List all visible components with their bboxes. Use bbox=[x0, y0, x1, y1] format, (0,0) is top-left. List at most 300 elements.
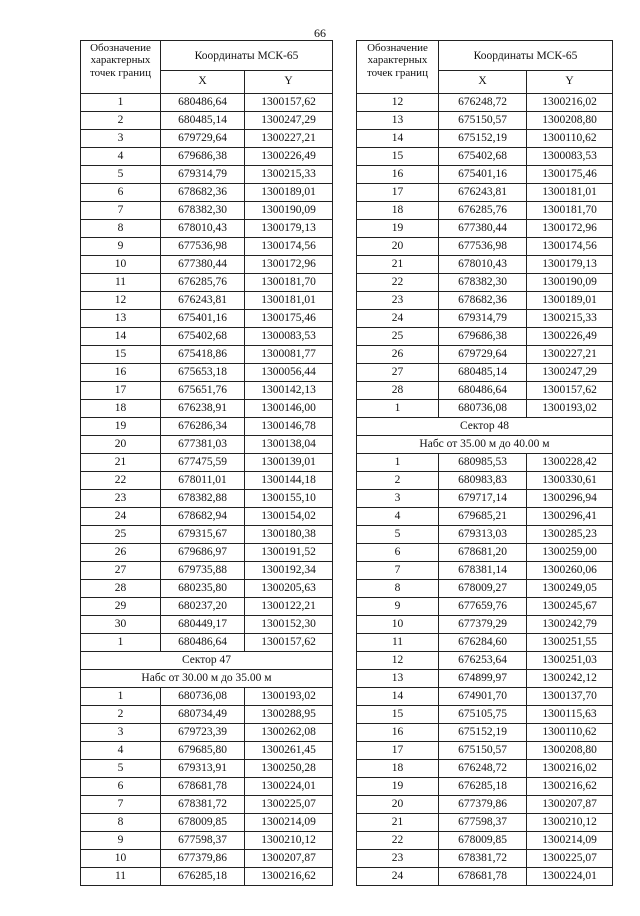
table-row bbox=[357, 742, 613, 760]
point-number: 21 bbox=[81, 454, 161, 472]
x-coordinate: 676253,64 bbox=[439, 652, 527, 670]
y-coordinate: 1300215,33 bbox=[245, 166, 333, 184]
point-number: 5 bbox=[81, 166, 161, 184]
point-number: 25 bbox=[81, 526, 161, 544]
y-coordinate: 1300181,01 bbox=[245, 292, 333, 310]
table-row bbox=[357, 652, 613, 670]
x-coordinate: 680736,08 bbox=[439, 400, 527, 418]
x-coordinate: 680237,20 bbox=[161, 598, 245, 616]
point-number: 30 bbox=[81, 616, 161, 634]
table-row bbox=[81, 526, 333, 544]
x-coordinate: 678381,14 bbox=[439, 562, 527, 580]
x-coordinate: 680985,53 bbox=[439, 454, 527, 472]
y-coordinate: 1300207,87 bbox=[245, 850, 333, 868]
x-coordinate: 677598,37 bbox=[161, 832, 245, 850]
table-row bbox=[357, 616, 613, 634]
point-number: 22 bbox=[357, 274, 439, 292]
y-coordinate: 1300214,09 bbox=[245, 814, 333, 832]
y-coordinate: 1300247,29 bbox=[245, 112, 333, 130]
x-coordinate: 678382,30 bbox=[161, 202, 245, 220]
table-row bbox=[81, 220, 333, 238]
point-number: 28 bbox=[81, 580, 161, 598]
header-coordinates: Координаты МСК-65 bbox=[439, 41, 613, 71]
y-coordinate: 1300227,21 bbox=[245, 130, 333, 148]
point-number: 12 bbox=[357, 652, 439, 670]
table-row bbox=[81, 688, 333, 706]
y-coordinate: 1300181,70 bbox=[527, 202, 613, 220]
point-number: 19 bbox=[81, 418, 161, 436]
table-row bbox=[81, 850, 333, 868]
y-coordinate: 1300110,62 bbox=[527, 130, 613, 148]
y-coordinate: 1300250,28 bbox=[245, 760, 333, 778]
section-label: Набс от 35.00 м до 40.00 м bbox=[357, 436, 613, 454]
x-coordinate: 675653,18 bbox=[161, 364, 245, 382]
y-coordinate: 1300172,96 bbox=[245, 256, 333, 274]
x-coordinate: 676285,76 bbox=[439, 202, 527, 220]
table-row bbox=[81, 310, 333, 328]
x-coordinate: 677475,59 bbox=[161, 454, 245, 472]
table-row bbox=[357, 832, 613, 850]
y-coordinate: 1300157,62 bbox=[245, 634, 333, 652]
y-coordinate: 1300155,10 bbox=[245, 490, 333, 508]
x-coordinate: 677380,44 bbox=[439, 220, 527, 238]
table-row bbox=[81, 346, 333, 364]
point-number: 28 bbox=[357, 382, 439, 400]
x-coordinate: 680983,83 bbox=[439, 472, 527, 490]
point-number: 1 bbox=[357, 454, 439, 472]
x-coordinate: 679685,21 bbox=[439, 508, 527, 526]
y-coordinate: 1300296,94 bbox=[527, 490, 613, 508]
y-coordinate: 1300152,30 bbox=[245, 616, 333, 634]
table-row bbox=[357, 760, 613, 778]
table-row bbox=[81, 94, 333, 112]
y-coordinate: 1300083,53 bbox=[245, 328, 333, 346]
point-number: 20 bbox=[357, 796, 439, 814]
y-coordinate: 1300146,00 bbox=[245, 400, 333, 418]
header-y: Y bbox=[527, 71, 613, 94]
x-coordinate: 679735,88 bbox=[161, 562, 245, 580]
table-row bbox=[81, 418, 333, 436]
table-row bbox=[81, 742, 333, 760]
point-number: 14 bbox=[357, 688, 439, 706]
table-row bbox=[81, 760, 333, 778]
x-coordinate: 680734,49 bbox=[161, 706, 245, 724]
section-row bbox=[357, 436, 613, 454]
header-point-designation: Обозначение характерных точек границ bbox=[81, 41, 161, 94]
y-coordinate: 1300179,13 bbox=[245, 220, 333, 238]
y-coordinate: 1300175,46 bbox=[527, 166, 613, 184]
y-coordinate: 1300181,70 bbox=[245, 274, 333, 292]
y-coordinate: 1300189,01 bbox=[527, 292, 613, 310]
table-row bbox=[81, 148, 333, 166]
x-coordinate: 676238,91 bbox=[161, 400, 245, 418]
table-row bbox=[81, 274, 333, 292]
section-row bbox=[81, 670, 333, 688]
point-number: 19 bbox=[357, 220, 439, 238]
table-row bbox=[81, 292, 333, 310]
y-coordinate: 1300261,45 bbox=[245, 742, 333, 760]
table-row bbox=[81, 490, 333, 508]
table-row bbox=[81, 472, 333, 490]
point-number: 4 bbox=[357, 508, 439, 526]
point-number: 16 bbox=[357, 724, 439, 742]
x-coordinate: 677379,29 bbox=[439, 616, 527, 634]
y-coordinate: 1300225,07 bbox=[245, 796, 333, 814]
table-row bbox=[357, 220, 613, 238]
point-number: 12 bbox=[81, 292, 161, 310]
point-number: 13 bbox=[357, 112, 439, 130]
x-coordinate: 677379,86 bbox=[439, 796, 527, 814]
point-number: 19 bbox=[357, 778, 439, 796]
y-coordinate: 1300193,02 bbox=[245, 688, 333, 706]
point-number: 26 bbox=[81, 544, 161, 562]
y-coordinate: 1300189,01 bbox=[245, 184, 333, 202]
x-coordinate: 680449,17 bbox=[161, 616, 245, 634]
table-row bbox=[357, 598, 613, 616]
point-number: 3 bbox=[357, 490, 439, 508]
point-number: 27 bbox=[357, 364, 439, 382]
x-coordinate: 675150,57 bbox=[439, 742, 527, 760]
x-coordinate: 680486,64 bbox=[439, 382, 527, 400]
table-row bbox=[357, 346, 613, 364]
point-number: 7 bbox=[81, 796, 161, 814]
x-coordinate: 677536,98 bbox=[439, 238, 527, 256]
point-number: 14 bbox=[81, 328, 161, 346]
y-coordinate: 1300056,44 bbox=[245, 364, 333, 382]
y-coordinate: 1300228,42 bbox=[527, 454, 613, 472]
y-coordinate: 1300262,08 bbox=[245, 724, 333, 742]
x-coordinate: 679685,80 bbox=[161, 742, 245, 760]
point-number: 1 bbox=[357, 400, 439, 418]
y-coordinate: 1300138,04 bbox=[245, 436, 333, 454]
x-coordinate: 680486,64 bbox=[161, 634, 245, 652]
table-row bbox=[357, 310, 613, 328]
y-coordinate: 1300083,53 bbox=[527, 148, 613, 166]
table-row bbox=[81, 562, 333, 580]
y-coordinate: 1300157,62 bbox=[245, 94, 333, 112]
x-coordinate: 677536,98 bbox=[161, 238, 245, 256]
point-number: 26 bbox=[357, 346, 439, 364]
y-coordinate: 1300216,62 bbox=[527, 778, 613, 796]
y-coordinate: 1300259,00 bbox=[527, 544, 613, 562]
x-coordinate: 676284,60 bbox=[439, 634, 527, 652]
table-row bbox=[357, 796, 613, 814]
x-coordinate: 679717,14 bbox=[439, 490, 527, 508]
point-number: 27 bbox=[81, 562, 161, 580]
table-row bbox=[81, 202, 333, 220]
y-coordinate: 1300216,62 bbox=[245, 868, 333, 886]
x-coordinate: 679686,97 bbox=[161, 544, 245, 562]
y-coordinate: 1300181,01 bbox=[527, 184, 613, 202]
x-coordinate: 676248,72 bbox=[439, 760, 527, 778]
x-coordinate: 678682,36 bbox=[161, 184, 245, 202]
table-row bbox=[81, 184, 333, 202]
table-row bbox=[357, 580, 613, 598]
point-number: 16 bbox=[81, 364, 161, 382]
point-number: 10 bbox=[357, 616, 439, 634]
y-coordinate: 1300174,56 bbox=[245, 238, 333, 256]
point-number: 15 bbox=[357, 148, 439, 166]
table-row bbox=[357, 238, 613, 256]
section-label: Сектор 47 bbox=[81, 652, 333, 670]
header-x: X bbox=[161, 71, 245, 94]
point-number: 25 bbox=[357, 328, 439, 346]
point-number: 9 bbox=[81, 832, 161, 850]
x-coordinate: 675152,19 bbox=[439, 130, 527, 148]
point-number: 10 bbox=[81, 256, 161, 274]
y-coordinate: 1300208,80 bbox=[527, 742, 613, 760]
x-coordinate: 678381,72 bbox=[161, 796, 245, 814]
section-row bbox=[81, 652, 333, 670]
point-number: 3 bbox=[81, 724, 161, 742]
x-coordinate: 679723,39 bbox=[161, 724, 245, 742]
point-number: 2 bbox=[81, 112, 161, 130]
header-y: Y bbox=[245, 71, 333, 94]
point-number: 16 bbox=[357, 166, 439, 184]
table-row bbox=[357, 706, 613, 724]
point-number: 11 bbox=[81, 274, 161, 292]
point-number: 14 bbox=[357, 130, 439, 148]
x-coordinate: 677379,86 bbox=[161, 850, 245, 868]
point-number: 18 bbox=[357, 760, 439, 778]
x-coordinate: 678010,43 bbox=[439, 256, 527, 274]
point-number: 17 bbox=[357, 184, 439, 202]
table-row bbox=[81, 832, 333, 850]
point-number: 4 bbox=[81, 148, 161, 166]
point-number: 9 bbox=[81, 238, 161, 256]
table-row bbox=[357, 508, 613, 526]
point-number: 22 bbox=[81, 472, 161, 490]
table-row bbox=[357, 94, 613, 112]
x-coordinate: 674899,97 bbox=[439, 670, 527, 688]
y-coordinate: 1300193,02 bbox=[527, 400, 613, 418]
coordinates-table-left bbox=[80, 40, 333, 886]
header-point-designation: Обозначение характерных точек границ bbox=[357, 41, 439, 94]
point-number: 5 bbox=[81, 760, 161, 778]
table-row bbox=[81, 580, 333, 598]
y-coordinate: 1300285,23 bbox=[527, 526, 613, 544]
point-number: 7 bbox=[81, 202, 161, 220]
table-row bbox=[357, 112, 613, 130]
table-row bbox=[81, 796, 333, 814]
table-row bbox=[81, 634, 333, 652]
y-coordinate: 1300115,63 bbox=[527, 706, 613, 724]
header-x: X bbox=[439, 71, 527, 94]
y-coordinate: 1300139,01 bbox=[245, 454, 333, 472]
y-coordinate: 1300245,67 bbox=[527, 598, 613, 616]
table-row bbox=[81, 364, 333, 382]
table-row bbox=[357, 400, 613, 418]
x-coordinate: 680736,08 bbox=[161, 688, 245, 706]
table-row bbox=[357, 382, 613, 400]
y-coordinate: 1300180,38 bbox=[245, 526, 333, 544]
table-row bbox=[357, 526, 613, 544]
point-number: 6 bbox=[81, 778, 161, 796]
point-number: 20 bbox=[81, 436, 161, 454]
table-row bbox=[81, 436, 333, 454]
point-number: 7 bbox=[357, 562, 439, 580]
x-coordinate: 679314,79 bbox=[161, 166, 245, 184]
y-coordinate: 1300172,96 bbox=[527, 220, 613, 238]
y-coordinate: 1300216,02 bbox=[527, 760, 613, 778]
y-coordinate: 1300215,33 bbox=[527, 310, 613, 328]
y-coordinate: 1300179,13 bbox=[527, 256, 613, 274]
x-coordinate: 679686,38 bbox=[439, 328, 527, 346]
point-number: 11 bbox=[357, 634, 439, 652]
point-number: 8 bbox=[81, 220, 161, 238]
x-coordinate: 678681,20 bbox=[439, 544, 527, 562]
point-number: 1 bbox=[81, 94, 161, 112]
section-label: Набс от 30.00 м до 35.00 м bbox=[81, 670, 333, 688]
y-coordinate: 1300227,21 bbox=[527, 346, 613, 364]
y-coordinate: 1300174,56 bbox=[527, 238, 613, 256]
x-coordinate: 678011,01 bbox=[161, 472, 245, 490]
point-number: 1 bbox=[81, 688, 161, 706]
x-coordinate: 679313,03 bbox=[439, 526, 527, 544]
y-coordinate: 1300157,62 bbox=[527, 382, 613, 400]
header-coordinates: Координаты МСК-65 bbox=[161, 41, 333, 71]
x-coordinate: 675402,68 bbox=[161, 328, 245, 346]
x-coordinate: 678681,78 bbox=[439, 868, 527, 886]
y-coordinate: 1300190,09 bbox=[527, 274, 613, 292]
table-row bbox=[357, 778, 613, 796]
page-number: 66 bbox=[314, 26, 326, 40]
table-row bbox=[357, 202, 613, 220]
point-number: 18 bbox=[357, 202, 439, 220]
section-label: Сектор 48 bbox=[357, 418, 613, 436]
point-number: 22 bbox=[357, 832, 439, 850]
table-row bbox=[81, 382, 333, 400]
x-coordinate: 676285,18 bbox=[161, 868, 245, 886]
point-number: 6 bbox=[357, 544, 439, 562]
x-coordinate: 677381,03 bbox=[161, 436, 245, 454]
table-row bbox=[357, 256, 613, 274]
y-coordinate: 1300175,46 bbox=[245, 310, 333, 328]
point-number: 6 bbox=[81, 184, 161, 202]
x-coordinate: 674901,70 bbox=[439, 688, 527, 706]
y-coordinate: 1300214,09 bbox=[527, 832, 613, 850]
point-number: 17 bbox=[81, 382, 161, 400]
x-coordinate: 679313,91 bbox=[161, 760, 245, 778]
x-coordinate: 679314,79 bbox=[439, 310, 527, 328]
table-row bbox=[81, 238, 333, 256]
y-coordinate: 1300192,34 bbox=[245, 562, 333, 580]
table-row bbox=[81, 724, 333, 742]
x-coordinate: 678382,30 bbox=[439, 274, 527, 292]
coordinates-table-right bbox=[356, 40, 613, 886]
point-number: 2 bbox=[81, 706, 161, 724]
table-row bbox=[357, 328, 613, 346]
table-row bbox=[357, 490, 613, 508]
table-row bbox=[357, 634, 613, 652]
x-coordinate: 677659,76 bbox=[439, 598, 527, 616]
point-number: 17 bbox=[357, 742, 439, 760]
y-coordinate: 1300249,05 bbox=[527, 580, 613, 598]
point-number: 18 bbox=[81, 400, 161, 418]
table-row bbox=[81, 544, 333, 562]
point-number: 1 bbox=[81, 634, 161, 652]
table-row bbox=[81, 868, 333, 886]
x-coordinate: 678682,94 bbox=[161, 508, 245, 526]
x-coordinate: 678009,85 bbox=[439, 832, 527, 850]
point-number: 5 bbox=[357, 526, 439, 544]
y-coordinate: 1300330,61 bbox=[527, 472, 613, 490]
x-coordinate: 677598,37 bbox=[439, 814, 527, 832]
x-coordinate: 678381,72 bbox=[439, 850, 527, 868]
x-coordinate: 675150,57 bbox=[439, 112, 527, 130]
x-coordinate: 677380,44 bbox=[161, 256, 245, 274]
point-number: 8 bbox=[357, 580, 439, 598]
point-number: 13 bbox=[357, 670, 439, 688]
x-coordinate: 675105,75 bbox=[439, 706, 527, 724]
table-row bbox=[81, 706, 333, 724]
table-row bbox=[357, 130, 613, 148]
table-row bbox=[81, 778, 333, 796]
point-number: 4 bbox=[81, 742, 161, 760]
y-coordinate: 1300154,02 bbox=[245, 508, 333, 526]
x-coordinate: 675418,86 bbox=[161, 346, 245, 364]
x-coordinate: 675152,19 bbox=[439, 724, 527, 742]
y-coordinate: 1300251,55 bbox=[527, 634, 613, 652]
y-coordinate: 1300226,49 bbox=[245, 148, 333, 166]
x-coordinate: 675401,16 bbox=[439, 166, 527, 184]
point-number: 24 bbox=[357, 868, 439, 886]
table-row bbox=[357, 472, 613, 490]
table-row bbox=[357, 724, 613, 742]
y-coordinate: 1300146,78 bbox=[245, 418, 333, 436]
y-coordinate: 1300242,79 bbox=[527, 616, 613, 634]
table-row bbox=[81, 256, 333, 274]
y-coordinate: 1300210,12 bbox=[245, 832, 333, 850]
table-row bbox=[357, 562, 613, 580]
table-row bbox=[357, 850, 613, 868]
table-row bbox=[81, 130, 333, 148]
table-row bbox=[81, 454, 333, 472]
point-number: 21 bbox=[357, 256, 439, 274]
y-coordinate: 1300247,29 bbox=[527, 364, 613, 382]
point-number: 23 bbox=[81, 490, 161, 508]
point-number: 12 bbox=[357, 94, 439, 112]
x-coordinate: 675651,76 bbox=[161, 382, 245, 400]
point-number: 20 bbox=[357, 238, 439, 256]
point-number: 24 bbox=[81, 508, 161, 526]
table-row bbox=[81, 598, 333, 616]
point-number: 2 bbox=[357, 472, 439, 490]
table-row bbox=[81, 166, 333, 184]
y-coordinate: 1300226,49 bbox=[527, 328, 613, 346]
x-coordinate: 675402,68 bbox=[439, 148, 527, 166]
point-number: 23 bbox=[357, 850, 439, 868]
table-row bbox=[81, 112, 333, 130]
table-row bbox=[81, 508, 333, 526]
x-coordinate: 678009,85 bbox=[161, 814, 245, 832]
y-coordinate: 1300242,12 bbox=[527, 670, 613, 688]
x-coordinate: 678382,88 bbox=[161, 490, 245, 508]
x-coordinate: 680486,64 bbox=[161, 94, 245, 112]
x-coordinate: 676286,34 bbox=[161, 418, 245, 436]
x-coordinate: 679729,64 bbox=[439, 346, 527, 364]
table-row bbox=[357, 814, 613, 832]
y-coordinate: 1300205,63 bbox=[245, 580, 333, 598]
y-coordinate: 1300142,13 bbox=[245, 382, 333, 400]
point-number: 8 bbox=[81, 814, 161, 832]
x-coordinate: 678010,43 bbox=[161, 220, 245, 238]
point-number: 15 bbox=[357, 706, 439, 724]
table-row bbox=[357, 148, 613, 166]
point-number: 24 bbox=[357, 310, 439, 328]
table-row bbox=[357, 688, 613, 706]
x-coordinate: 680235,80 bbox=[161, 580, 245, 598]
